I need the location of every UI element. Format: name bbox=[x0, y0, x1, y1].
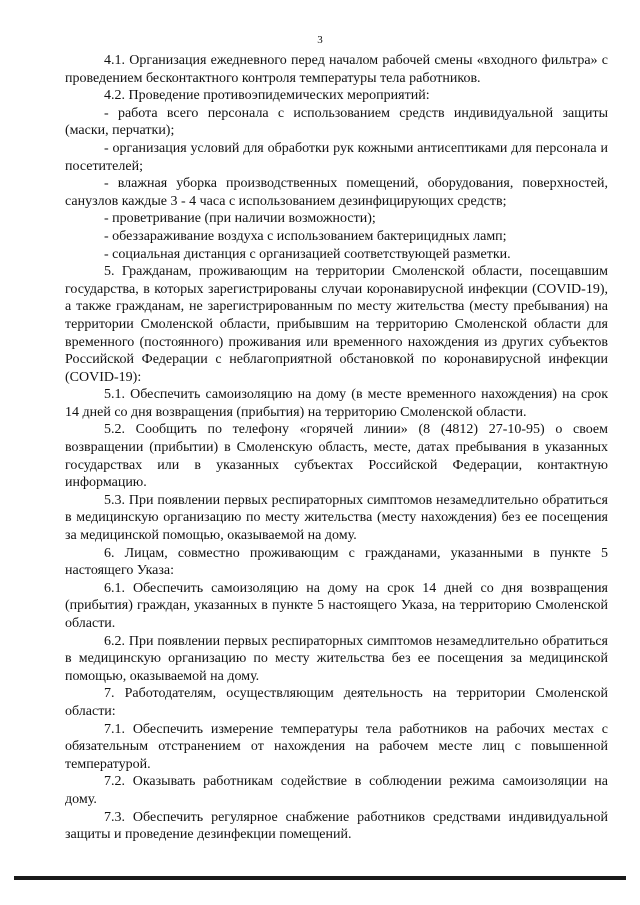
paragraph-7-3: 7.3. Обеспечить регулярное снабжение работников средствами индивидуальной защиты и проведение дезинфекции помещений. bbox=[65, 809, 608, 843]
list-item-ventilation: - проветривание (при наличии возможности); bbox=[104, 211, 376, 227]
paragraph-4-1: 4.1. Организация ежедневного перед началом рабочей смены «входного фильтра» с проведением бесконтактного контроля температуры тела работников. bbox=[65, 53, 608, 86]
paragraph-7-1: 7.1. Обеспечить измерение температуры тела работников на рабочих местах с обязательным отстранением от нахождения на рабочем месте лиц с повышенной температурой. bbox=[65, 721, 608, 772]
paragraph-6-2: 6.2. При появлении первых респираторных симптомов незамедлительно обратиться в медицинскую организацию по месту жительства без ее посещения за медицинской помощью, оказываемой на дому. bbox=[65, 633, 608, 684]
paragraph-7: 7. Работодателям, осуществляющим деятельность на территории Смоленской области: bbox=[65, 686, 608, 719]
paragraph-5-1: 5.1. Обеспечить самоизоляцию на дому (в месте временного нахождения) на срок 14 дней со дня возвращения (прибытия) на территорию Смоленской области. bbox=[65, 387, 608, 420]
list-item-wet-cleaning: - влажная уборка производственных помещений, оборудования, поверхностей, санузлов каждые 3 - 4 часа с использованием дезинфицирующих средств; bbox=[65, 176, 608, 209]
bottom-rule bbox=[14, 876, 626, 880]
paragraph-6-1: 6.1. Обеспечить самоизоляцию на дому на срок 14 дней со дня возвращения (прибытия) граждан, указанных в пункте 5 настоящего Указа, на территорию Смоленской области. bbox=[65, 580, 608, 631]
document-body bbox=[65, 52, 608, 844]
paragraph-4-2: 4.2. Проведение противоэпидемических мероприятий: bbox=[104, 88, 430, 104]
list-item-social-distance: - социальная дистанция с организацией соответствующей разметки. bbox=[104, 246, 511, 262]
paragraph-5-3: 5.3. При появлении первых респираторных симптомов незамедлительно обратиться в медицинскую организацию по месту жительства (месту нахождения) без ее посещения за медицинской помощью, оказываемой на дому. bbox=[65, 492, 608, 544]
paragraph-7-2: 7.2. Оказывать работникам содействие в соблюдении режима самоизоляции на дому. bbox=[65, 774, 608, 807]
list-item-air-disinfection: - обеззараживание воздуха с использованием бактерицидных ламп; bbox=[104, 228, 507, 244]
list-item-antiseptics: - организация условий для обработки рук кожными антисептиками для персонала и посетителей; bbox=[65, 140, 608, 174]
paragraph-5: 5. Гражданам, проживающим на территории Смоленской области, посещавшим государства, в которых зарегистрированы случаи коронавирусной инфекции (COVID-19), а также гражданам, не зарегистрированным по месту жительства (месту пребывания) на территории Смоленской области, прибывшим на территорию Смоленской области для временного (постоянного) проживания или временного нахождения из других субъектов Российской Федерации с неблагоприятной обстановкой по коронавирусной инфекции (COVID-19): bbox=[65, 264, 608, 385]
paragraph-6: 6. Лицам, совместно проживающим с гражданами, указанными в пункте 5 настоящего Указа: bbox=[65, 545, 608, 579]
list-item-ppe: - работа всего персонала с использованием средств индивидуальной защиты (маски, перчатки); bbox=[65, 105, 608, 139]
paragraph-5-2: 5.2. Сообщить по телефону «горячей линии» (8 (4812) 27-10-95) о своем возвращении (прибытии) в Смоленскую область, месте, датах пребывания в указанных государствах или в указанных субъектах Российской Федерации, контактную информацию. bbox=[65, 422, 608, 491]
page-number: 3 bbox=[317, 34, 323, 46]
